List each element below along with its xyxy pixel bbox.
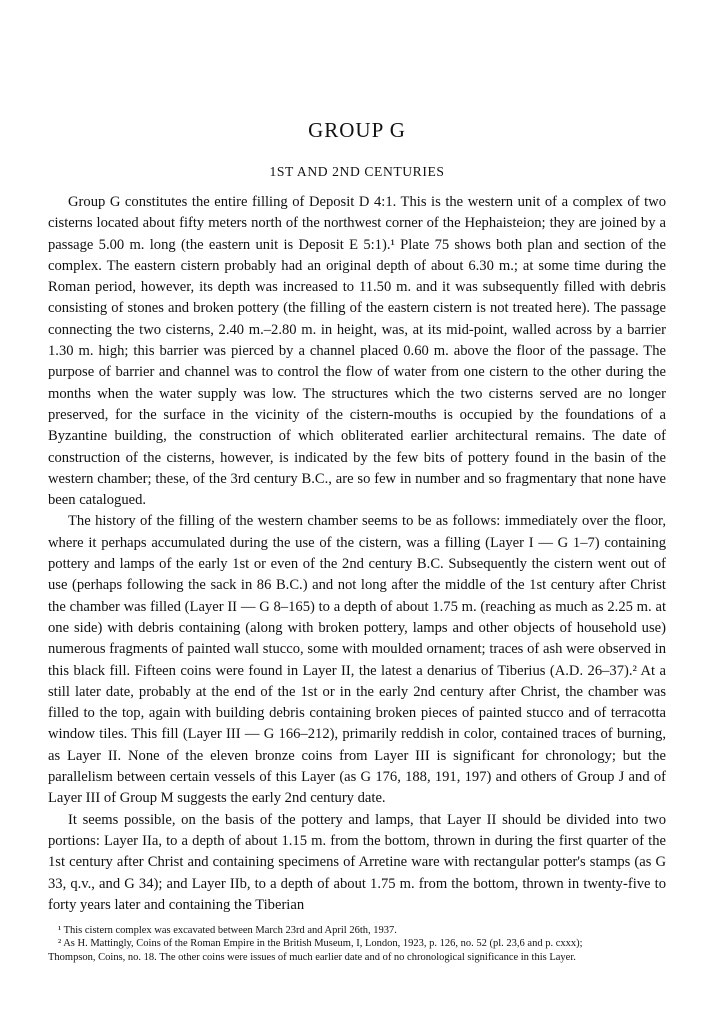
body-text xyxy=(48,192,666,916)
page-body xyxy=(48,118,666,916)
footnote-2: ² As H. Mattingly, Coins of the Roman Empire in the British Museum, I, London, 1923, p. 126, no. 52 (pl. 23,6 and p. cxxx); xyxy=(58,938,583,950)
page-title: GROUP G xyxy=(308,118,406,142)
paragraph-1: Group G constitutes the entire filling of Deposit D 4:1. This is the western unit of a complex of two cisterns located about fifty meters north of the northwest corner of the Hephaisteion; they are joined by a passage 5.00 m. long (the eastern unit is Deposit E 5:1).¹ Plate 75 shows both plan and section of the complex. The eastern cistern probably had an original depth of about 6.30 m.; at some time during the Roman period, however, its depth was increased to 11.50 m. and it was subsequently filled with debris consisting of stones and broken pottery (the filling of the eastern cistern is not treated here). The passage connecting the two cisterns, 2.40 m.–2.80 m. in height, was, at its mid-point, walled across by a barrier 1.30 m. high; this barrier was pierced by a channel placed 0.60 m. above the floor of the passage. The purpose of barrier and channel was to control the flow of water from one cistern to the other during the months when the water supply was low. The structures which the two cisterns served are no longer preserved, for the surface in the vicinity of the cistern-mouths is occupied by the foundations of a Byzantine building, the construction of which obliterated earlier architectural remains. The date of construction of the cisterns, however, is indicated by the few bits of pottery found in the basin of the western chamber; these, of the 3rd century B.C., are so few in number and so fragmentary that none have been catalogued. xyxy=(48,194,666,509)
paragraph-3: It seems possible, on the basis of the pottery and lamps, that Layer II should be divided into two portions: Layer IIa, to a depth of about 1.15 m. from the bottom, thrown in during the first quarter of the 1st century after Christ and containing specimens of Arretine ware with rectangular potter's stamps (as G 33, q.v., and G 34); and Layer IIb, to a depth of about 1.75 m. from the bottom, thrown in twenty-five to forty years later and containing the Tiberian xyxy=(48,811,666,913)
page-subtitle: 1ST AND 2ND CENTURIES xyxy=(269,164,445,179)
paragraph-2: The history of the filling of the western chamber seems to be as follows: immediately over the floor, where it perhaps accumulated during the use of the cistern, was a filling (Layer I — G 1–7) containing pottery and lamps of the early 1st or even of the 2nd century B.C. Subsequently the cistern went out of use (perhaps following the sack in 86 B.C.) and not long after the middle of the 1st century after Christ the chamber was filled (Layer II — G 8–165) to a depth of about 1.75 m. (reaching as much as 2.25 m. at one side) with debris containing (along with broken pottery, lamps and other objects of household use) numerous fragments of painted wall stucco, some with moulded ornament; traces of ash were observed in this black fill. Fifteen coins were found in Layer II, the latest a denarius of Tiberius (A.D. 26–37).² At a still later date, probably at the end of the 1st or in the early 2nd century after Christ, the chamber was filled to the top, again with building debris containing broken pieces of painted stucco and of terracotta window tiles. This fill (Layer III — G 166–212), primarily reddish in color, contained traces of burning, as Layer II. None of the eleven bronze coins from Layer III is significant for chronology; but the parallelism between certain vessels of this Layer (as G 176, 188, 191, 197) and others of Group J and of Layer III of Group M suggests the early 2nd century date. xyxy=(48,513,666,807)
footnotes xyxy=(48,924,666,964)
footnote-2-continued: Thompson, Coins, no. 18. The other coins were issues of much earlier date and of no chronological significance in this Layer. xyxy=(48,951,576,963)
footnote-1: ¹ This cistern complex was excavated between March 23rd and April 26th, 1937. xyxy=(58,925,397,936)
